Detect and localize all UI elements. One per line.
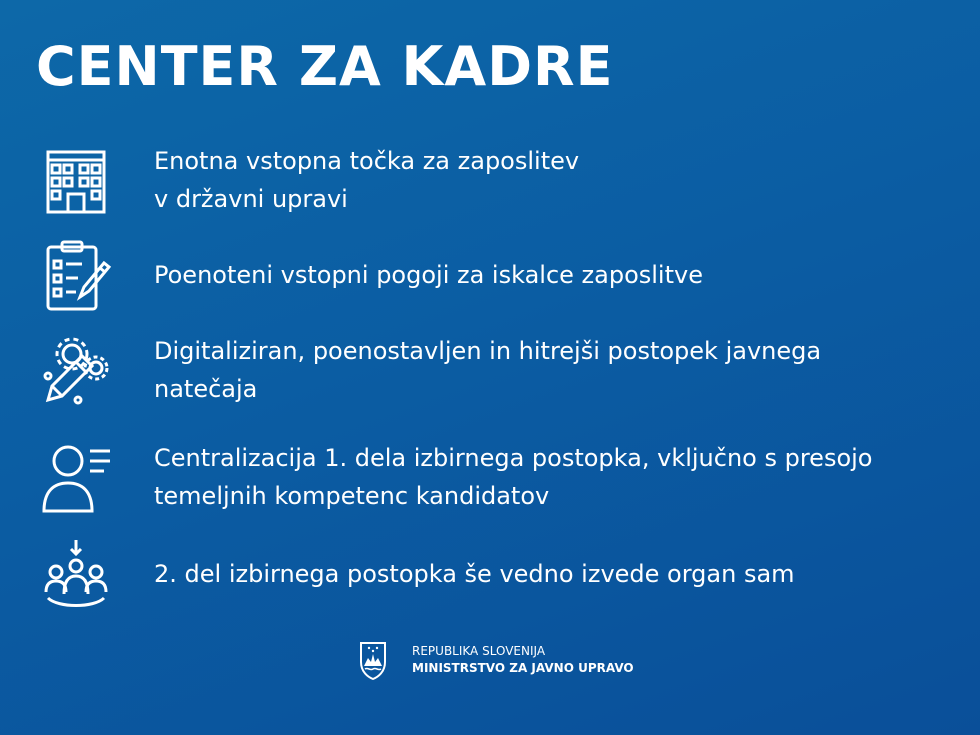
- list-item: [36, 534, 956, 614]
- item-text: Enotna vstopna točka za zaposlitev v državni upravi: [154, 147, 580, 213]
- list-item: [36, 235, 956, 315]
- office-building-icon: [36, 140, 116, 220]
- footer-line-ministry: MINISTRSTVO ZA JAVNO UPRAVO: [412, 661, 634, 675]
- item-text: 2. del izbirnega postopka še vedno izvede organ sam: [154, 560, 795, 588]
- clipboard-checklist-icon: [36, 235, 116, 315]
- item-text: Poenoteni vstopni pogoji za iskalce zaposlitve: [154, 261, 703, 289]
- list-item: [36, 140, 956, 220]
- item-text: Digitaliziran, poenostavljen in hitrejši postopek javnega natečaja: [154, 337, 822, 403]
- footer: [358, 640, 634, 680]
- item-text: Centralizacija 1. dela izbirnega postopka, vključno s presojo temeljnih kompetenc kandidatov: [154, 444, 873, 510]
- page-title: CENTER ZA KADRE: [36, 35, 614, 98]
- group-selection-icon: [36, 534, 116, 614]
- footer-line-republic: REPUBLIKA SLOVENIJA: [412, 644, 546, 658]
- list-item: [36, 330, 956, 410]
- gears-pencil-icon: [36, 330, 116, 410]
- slovenian-coat-of-arms-icon: [358, 640, 388, 680]
- list-item: [36, 437, 956, 517]
- person-list-icon: [36, 437, 116, 517]
